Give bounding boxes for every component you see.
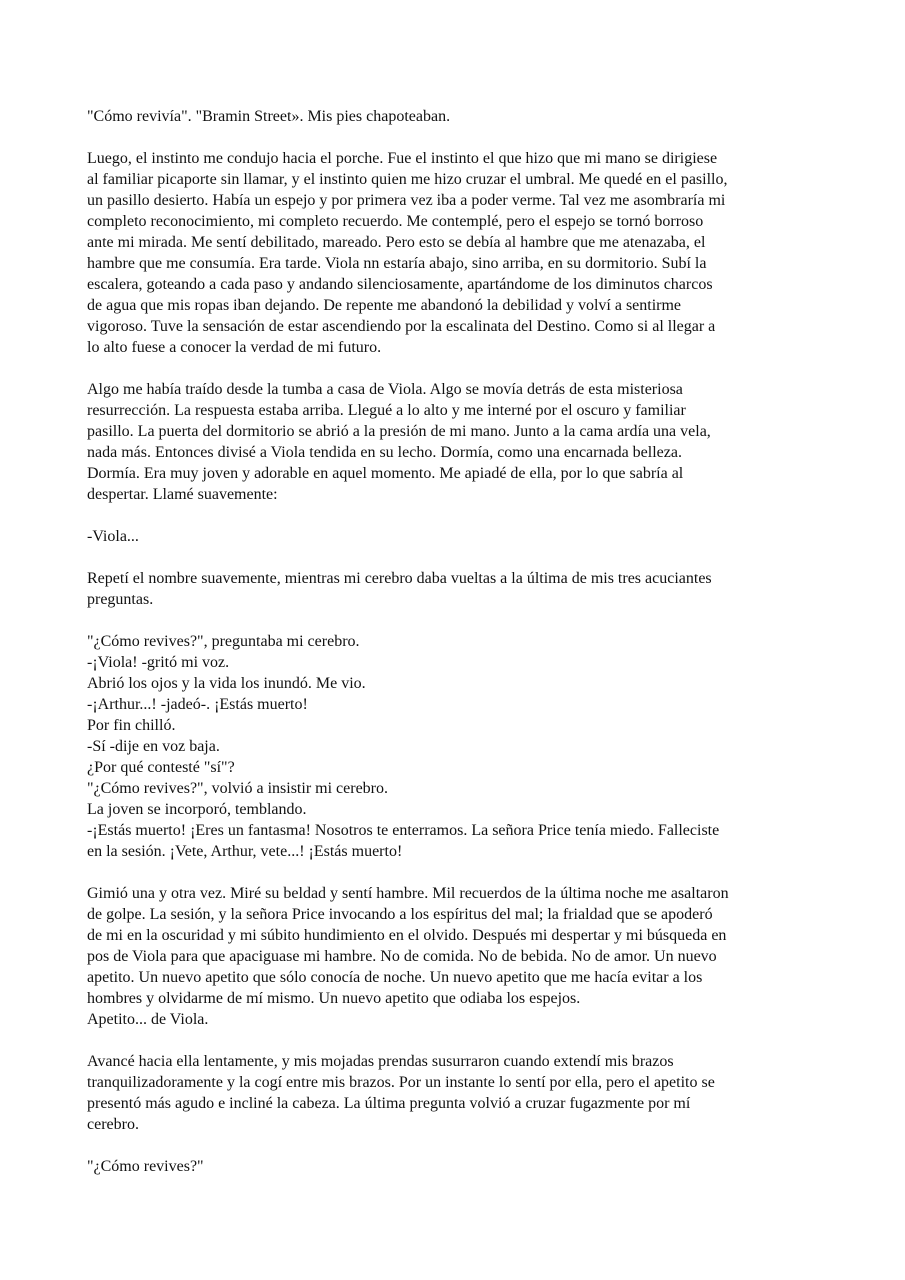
text-line: escalera, goteando a cada paso y andando silenciosamente, apartándome de los diminutos charcos xyxy=(87,276,713,293)
text-line: "Cómo revivía". "Bramin Street». Mis pies chapoteaban. xyxy=(87,108,451,125)
paragraph xyxy=(87,631,822,862)
text-line: pasillo. La puerta del dormitorio se abrió a la presión de mi mano. Junto a la cama ardía una vela, xyxy=(87,423,711,440)
text-line: Gimió una y otra vez. Miré su beldad y sentí hambre. Mil recuerdos de la última noche me asaltaron xyxy=(87,885,729,902)
text-line: hombres y olvidarme de mí mismo. Un nuevo apetito que odiaba los espejos. xyxy=(87,990,581,1007)
text-line: resurrección. La respuesta estaba arriba. Llegué a lo alto y me interné por el oscuro y familiar xyxy=(87,402,686,419)
text-line: -¡Viola! -gritó mi voz. xyxy=(87,654,230,671)
text-line: -¡Arthur...! -jadeó-. ¡Estás muerto! xyxy=(87,696,308,713)
text-line: hambre que me consumía. Era tarde. Viola nn estaría abajo, sino arriba, en su dormitorio. Subí la xyxy=(87,255,707,272)
text-line: Por fin chilló. xyxy=(87,717,176,734)
text-line: un pasillo desierto. Había un espejo y por primera vez iba a poder verme. Tal vez me asombraría mi xyxy=(87,192,726,209)
text-line: Luego, el instinto me condujo hacia el porche. Fue el instinto el que hizo que mi mano se dirigiese xyxy=(87,150,718,167)
document-page xyxy=(87,106,822,1198)
text-line: ante mi mirada. Me sentí debilitado, mareado. Pero esto se debía al hambre que me atenazaba, el xyxy=(87,234,706,251)
paragraph xyxy=(87,526,822,547)
text-line: -Viola... xyxy=(87,528,139,545)
text-line: de golpe. La sesión, y la señora Price invocando a los espíritus del mal; la frialdad que se apoderó xyxy=(87,906,713,923)
paragraph xyxy=(87,148,822,358)
text-line: Dormía. Era muy joven y adorable en aquel momento. Me apiadé de ella, por lo que sabría al xyxy=(87,465,684,482)
text-line: -Sí -dije en voz baja. xyxy=(87,738,220,755)
text-line: pos de Viola para que apaciguase mi hambre. No de comida. No de bebida. No de amor. Un nuevo xyxy=(87,948,717,965)
paragraph xyxy=(87,568,822,610)
text-line: cerebro. xyxy=(87,1116,139,1133)
text-line: "¿Cómo revives?", preguntaba mi cerebro. xyxy=(87,633,360,650)
text-line: preguntas. xyxy=(87,591,154,608)
paragraph xyxy=(87,1156,822,1177)
text-line: presentó más agudo e incliné la cabeza. La última pregunta volvió a cruzar fugazmente por mí xyxy=(87,1095,691,1112)
text-line: en la sesión. ¡Vete, Arthur, vete...! ¡Estás muerto! xyxy=(87,843,403,860)
text-line: Abrió los ojos y la vida los inundó. Me vio. xyxy=(87,675,366,692)
paragraph xyxy=(87,883,822,1030)
text-line: completo reconocimiento, mi completo recuerdo. Me contemplé, pero el espejo se tornó borroso xyxy=(87,213,704,230)
text-line: La joven se incorporó, temblando. xyxy=(87,801,307,818)
text-line: Repetí el nombre suavemente, mientras mi cerebro daba vueltas a la última de mis tres acuciantes xyxy=(87,570,712,587)
text-line: al familiar picaporte sin llamar, y el instinto quien me hizo cruzar el umbral. Me quedé en el pasillo, xyxy=(87,171,728,188)
paragraph xyxy=(87,379,822,505)
text-line: "¿Cómo revives?" xyxy=(87,1158,204,1175)
text-line: ¿Por qué contesté "sí"? xyxy=(87,759,235,776)
text-line: Algo me había traído desde la tumba a casa de Viola. Algo se movía detrás de esta misteriosa xyxy=(87,381,683,398)
text-line: lo alto fuese a conocer la verdad de mi futuro. xyxy=(87,339,382,356)
text-line: despertar. Llamé suavemente: xyxy=(87,486,278,503)
text-line: "¿Cómo revives?", volvió a insistir mi cerebro. xyxy=(87,780,388,797)
text-line: de mi en la oscuridad y mi súbito hundimiento en el olvido. Después mi despertar y mi búsqueda en xyxy=(87,927,727,944)
text-line: vigoroso. Tuve la sensación de estar ascendiendo por la escalinata del Destino. Como si al llegar a xyxy=(87,318,716,335)
text-line: Apetito... de Viola. xyxy=(87,1011,209,1028)
paragraph xyxy=(87,106,822,127)
paragraph xyxy=(87,1051,822,1135)
text-line: apetito. Un nuevo apetito que sólo conocía de noche. Un nuevo apetito que me hacía evitar a los xyxy=(87,969,703,986)
text-line: de agua que mis ropas iban dejando. De repente me abandonó la debilidad y volví a sentirme xyxy=(87,297,682,314)
text-line: tranquilizadoramente y la cogí entre mis brazos. Por un instante lo sentí por ella, pero el apetito se xyxy=(87,1074,715,1091)
text-line: -¡Estás muerto! ¡Eres un fantasma! Nosotros te enterramos. La señora Price tenía miedo. Falleciste xyxy=(87,822,720,839)
text-line: nada más. Entonces divisé a Viola tendida en su lecho. Dormía, como una encarnada belleza. xyxy=(87,444,682,461)
text-line: Avancé hacia ella lentamente, y mis mojadas prendas susurraron cuando extendí mis brazos xyxy=(87,1053,674,1070)
